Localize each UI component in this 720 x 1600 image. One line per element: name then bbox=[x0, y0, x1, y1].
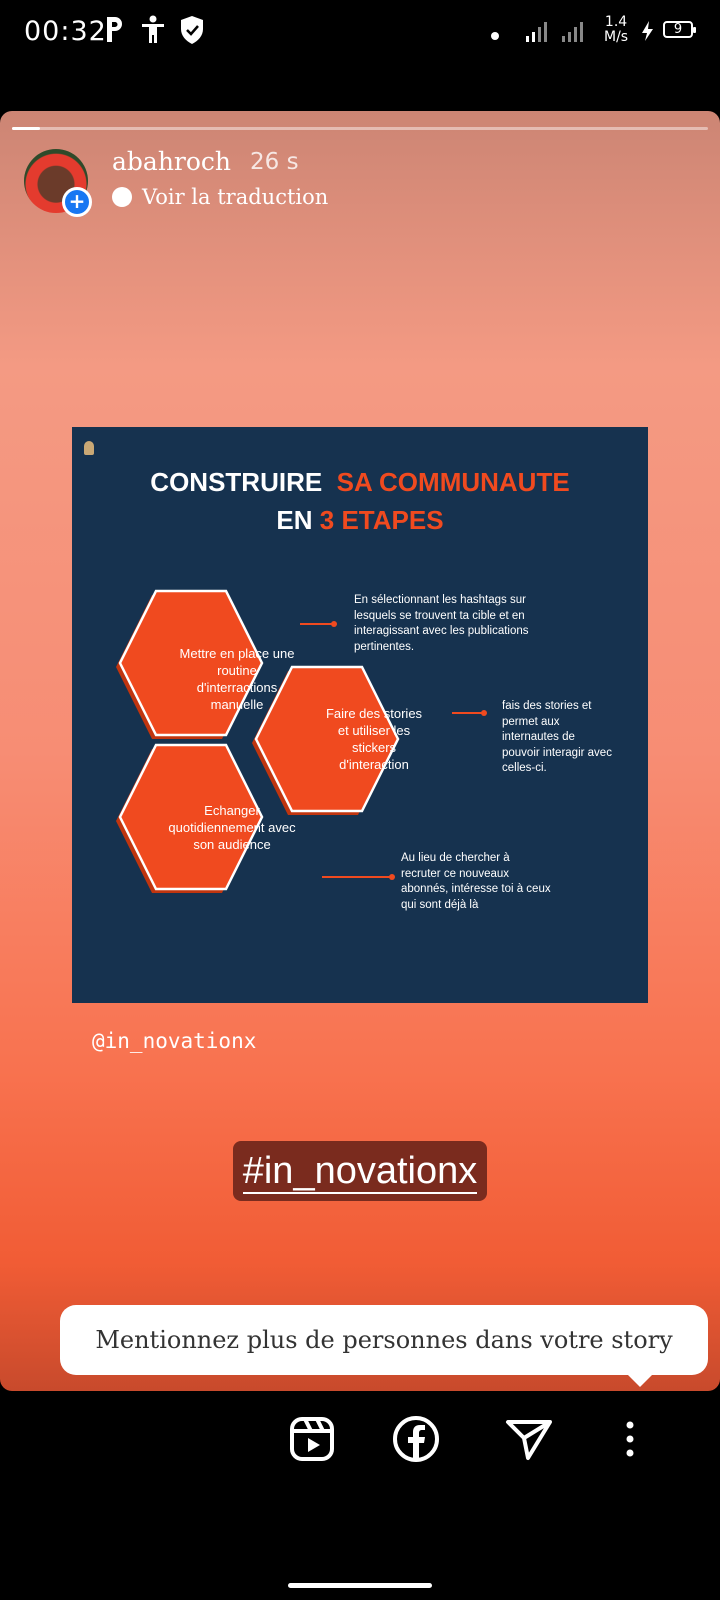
reels-icon[interactable] bbox=[287, 1414, 337, 1464]
translate-link[interactable] bbox=[112, 185, 328, 209]
story-view[interactable] bbox=[0, 111, 720, 1391]
add-story-icon[interactable]: + bbox=[62, 187, 92, 217]
mention-tooltip[interactable]: Mentionnez plus de personnes dans votre story bbox=[60, 1305, 708, 1375]
signal-icon-1 bbox=[524, 18, 552, 48]
connector-1-dot bbox=[331, 621, 337, 627]
mention-sticker[interactable]: @in_novationx bbox=[92, 1029, 257, 1053]
signal-icon-2 bbox=[560, 18, 588, 48]
network-speed bbox=[604, 15, 628, 45]
story-time: 26 s bbox=[250, 149, 299, 175]
shield-icon bbox=[178, 14, 206, 50]
title-part-2: SA COMMUNAUTE bbox=[336, 467, 570, 497]
connector-3-dot bbox=[389, 874, 395, 880]
send-icon[interactable] bbox=[504, 1414, 554, 1464]
note-1: En sélectionnant les hashtags sur lesquels se trouvent ta cible et en interagissant avec les publications pertinentes. bbox=[354, 594, 529, 653]
story-action-bar bbox=[0, 1400, 720, 1480]
story-progress-fill bbox=[12, 127, 40, 130]
story-progress-bar bbox=[12, 127, 708, 130]
more-icon[interactable] bbox=[615, 1414, 645, 1464]
charging-icon bbox=[640, 20, 656, 46]
hex3-label: Echanger quotidiennement avec son audience bbox=[168, 803, 296, 852]
dot-icon bbox=[490, 26, 500, 45]
parking-icon bbox=[104, 14, 126, 48]
speed-unit: M/s bbox=[604, 29, 629, 45]
story-image bbox=[72, 427, 648, 1003]
title-part-4: 3 ETAPES bbox=[319, 505, 444, 535]
note-2: fais des stories et permet aux internautes de pouvoir interagir avec celles-ci. bbox=[502, 700, 612, 774]
hashtag-text: #in_novationx bbox=[242, 1150, 478, 1192]
username[interactable]: abahroch bbox=[112, 147, 232, 176]
connector-2-dot bbox=[481, 710, 487, 716]
hex2-label: Faire des stories et utiliser les stickers d'interaction bbox=[325, 706, 423, 772]
hex1-label: Mettre en place une routine d'interractions manuelle bbox=[179, 646, 295, 712]
title-part-1: CONSTRUIRE bbox=[150, 467, 323, 497]
home-indicator[interactable] bbox=[288, 1583, 432, 1588]
clock: 00:32 bbox=[24, 16, 107, 47]
status-bar bbox=[0, 0, 720, 66]
title-part-3: EN bbox=[276, 505, 313, 535]
accessibility-icon bbox=[140, 14, 166, 48]
battery-icon bbox=[663, 21, 693, 38]
facebook-icon[interactable] bbox=[391, 1414, 441, 1464]
note-3: Au lieu de chercher à recruter ce nouveaux abonnés, intéresse toi à ceux qui sont déjà là bbox=[401, 852, 551, 911]
battery-level: 9 bbox=[673, 22, 683, 37]
translate-bubble-icon bbox=[112, 187, 132, 207]
hashtag-sticker[interactable] bbox=[233, 1141, 487, 1201]
translate-label: Voir la traduction bbox=[142, 185, 329, 209]
speed-value: 1.4 bbox=[604, 14, 628, 30]
